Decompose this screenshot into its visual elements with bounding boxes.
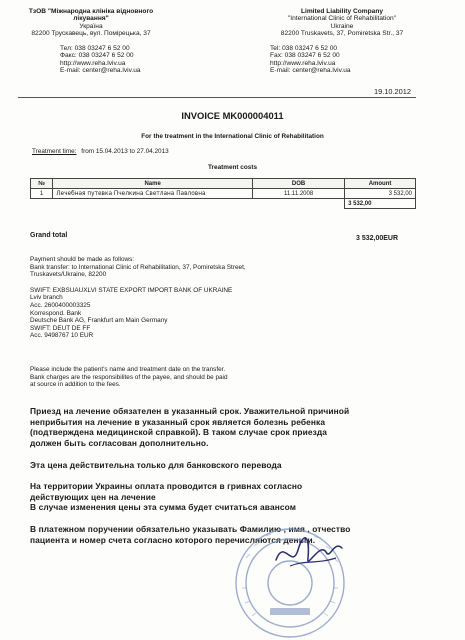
org-name-ua-2: лікування": [73, 15, 109, 23]
country-ua: Україна: [79, 22, 103, 30]
notes-block: [30, 366, 228, 389]
web-ua: http://www.reha.lviv.ua: [60, 59, 126, 67]
account-1: Acc. 2600400003325: [30, 301, 91, 309]
treatment-time: [32, 148, 169, 156]
tel-ua: Тел: 038 03247 6 52 00: [60, 45, 130, 52]
fax-en: Fax: 038 03247 6 52 00: [270, 52, 340, 60]
invoice-date: 19.10.2012: [374, 87, 411, 96]
russian-paragraph-2: Эта цена действительна только для банковского перевода: [30, 460, 282, 470]
country-en: Ukraine: [330, 22, 354, 30]
fax-ua: Факс: 038 03247 6 52 00: [60, 52, 134, 60]
subtotal-amount: 3 532,00: [345, 199, 416, 209]
invoice-title: INVOICE MK000004011: [181, 110, 284, 121]
row-name: Лечебная путевка Пчелкина Светлана Павловна: [53, 189, 253, 199]
payment-line-2: Bank transfer: to International Clinic of Rehabilitation, 37, Pomiretska Street,: [30, 263, 246, 271]
col-name: Name: [53, 179, 253, 189]
ru-p3-line2: действующих цен на лечение: [30, 491, 156, 502]
ru-p4-line1: В платежном поручении обязательно указывать Фамилию , имя , отчество: [30, 524, 351, 534]
address-ua: 82200 Трускавець, вул. Помірецька, 37: [31, 30, 151, 38]
table-header-row: [31, 179, 416, 189]
swift-2: SWIFT: DEUT DE FF: [30, 324, 91, 332]
tel-en: Tel: 038 03247 6 52 00: [270, 45, 338, 52]
contacts-left: [60, 45, 141, 75]
grand-total-value: 3 532,00EUR: [356, 235, 399, 242]
payment-block: [30, 256, 246, 340]
korr-label: Korrespond. Bank: [30, 309, 82, 317]
ru-p1-line2: неприбытия на лечение в указанный срок является болезнь ребенка: [30, 416, 326, 427]
address-en: 82200 Truskavets, 37, Pomiretska Str., 37: [280, 30, 404, 38]
costs-title: Treatment costs: [207, 164, 257, 171]
header-right: [252, 8, 432, 38]
signature-icon: [270, 530, 350, 576]
col-amount: Amount: [345, 179, 416, 189]
contacts-right: [270, 45, 351, 75]
col-no: №: [31, 179, 53, 189]
russian-paragraph-1: [30, 406, 349, 448]
ru-p3-line1: На территории Украины оплата проводится в гривнах согласно: [30, 481, 303, 491]
invoice-subtitle: For the treatment in the International Clinic of Rehabilitation: [141, 133, 324, 140]
bank-branch: Lviv branch: [30, 294, 63, 302]
subtotal-row: [31, 199, 416, 209]
grand-total-label: Grand total: [30, 232, 68, 239]
org-name-en-2: "International Clinic of Rehabilitation": [287, 15, 397, 23]
costs-table: [30, 178, 416, 209]
org-name-en-1: Limited Liability Company: [300, 8, 384, 15]
account-2: Acc. 9498767 10 EUR: [30, 332, 94, 340]
header-left: [6, 8, 176, 38]
ru-p1-line1: Приезд на лечение обязателен в указанный срок. Уважительной причиной: [30, 406, 350, 416]
note-3: at source in addition to the fees.: [30, 381, 121, 389]
web-en: http://www.reha.lviv.ua: [270, 59, 336, 67]
col-dob: DOB: [253, 179, 345, 189]
treatment-time-value: from 15.04.2013 to 27.04.2013: [81, 148, 169, 155]
email-ua: E-mail: center@reha.lviv.ua: [60, 67, 141, 75]
treatment-time-label: Treatment time:: [32, 148, 77, 155]
ru-p3-line3: В случае изменения цены эта сумма будет считаться авансом: [30, 502, 297, 513]
ru-p1-line3: (подтверждена медицинской справкой). В таком случае срок приезда: [30, 427, 328, 438]
table-row: [31, 189, 416, 199]
row-no: 1: [31, 189, 53, 199]
row-dob: 11.11.2008: [253, 189, 345, 199]
email-en: E-mail: center@reha.lviv.ua: [270, 67, 351, 75]
payment-line-3: Truskavets/Ukraine, 82200: [30, 271, 107, 279]
swift-1: SWIFT: EXBSUAUXLVI STATE EXPORT IMPORT BANK OF UKRAINE: [30, 286, 233, 294]
note-2: Bank charges are the responsibilites of the payee, and should be paid: [30, 373, 228, 381]
ru-p4-line2: пациента и номер счета согласно которого перечисляются деньги.: [30, 534, 316, 545]
ru-p1-line4: должен быть согласован дополнительно.: [30, 437, 209, 448]
korr-bank: Deutsche Bank AG, Frankfurt am Main Germany: [30, 317, 168, 325]
note-1: Please include the patient's name and treatment date on the transfer.: [30, 366, 226, 373]
org-name-ua-1: ТзОВ "Міжнародна клініка відновного: [28, 8, 154, 15]
header-divider: [18, 97, 416, 98]
row-amount: 3 532,00: [345, 189, 416, 199]
payment-line-1: Payment should be made as follows:: [30, 256, 135, 263]
